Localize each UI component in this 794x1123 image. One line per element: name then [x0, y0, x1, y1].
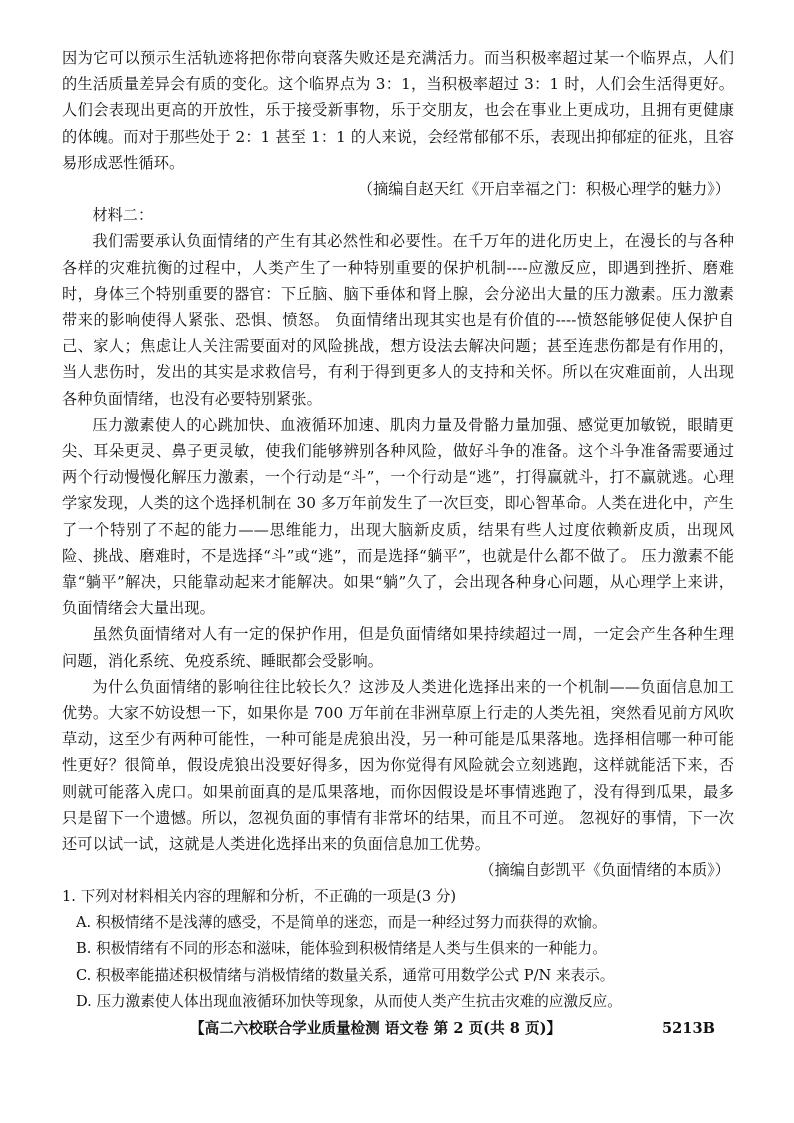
material2-source: （摘编自彭凯平《负面情绪的本质》）	[479, 861, 730, 880]
material1-paragraph: 因为它可以预示生活轨迹将把你带向衰落失败还是充满活力。而当积极率超过某一个临界点，人们的生活质量差异会有质的变化。这个临界点为 3：1，当积极率超过 3：1 时，人们会生活得更好。人们会表现出更高的开放性，乐于接受新事物，乐于交朋友，也会在事业上更成功，且拥有更健康的体魄。而对于那些处于 2：1 甚至 1：1 的人来说，会经常郁郁不乐，表现出抑郁症的征兆，且容易形成恶性循环。	[62, 49, 734, 172]
material2-paragraph-2: 压力激素使人的心跳加快、血液循环加速、肌肉力量及骨骼力量加强、感觉更加敏锐，眼睛更尖、耳朵更灵、鼻子更灵敏，使我们能够辨别各种风险，做好斗争的准备。这个斗争准备需要通过两个行动慢慢化解压力激素，一个行动是“斗”，一个行动是“逃”，打得赢就斗，打不赢就逃。心理学家发现，人类的这个选择机制在 30 多万年前发生了一次巨变，即心智革命。人类在进化中，产生了一个特别了不起的能力——思维能力，出现大脑新皮质，结果有些人过度依赖新皮质，出现风险、挑战、磨难时，不是选择“斗”或“逃”，而是选择“躺平”，也就是什么都不做了。 压力激素不能靠“躺平”解决，只能靠动起来才能解决。如果“躺”久了，会出现各种身心问题，从心理学上来讲，负面情绪会大量出现。	[62, 415, 734, 618]
material2-paragraph-3: 虽然负面情绪对人有一定的保护作用，但是负面情绪如果持续超过一周，一定会产生各种生理问题，消化系统、免疫系统、睡眠都会受影响。	[62, 625, 734, 670]
question-1-option-d: D. 压力激素使人体出现血液循环加快等现象，从而使人类产生抗击灾难的应激反应。	[76, 993, 622, 1011]
material2-paragraph-4: 为什么负面情绪的影响往往比较长久？这涉及人类进化选择出来的一个机制——负面信息加工优势。大家不妨设想一下，如果你是 700 万年前在非洲草原上行走的人类先祖，突然看见前方风吹草动，这至少有两种可能性，一种可能是虎狼出没，另一种可能是瓜果落地。选择相信哪一种可能性更好？很简单，假设虎狼出没要好得多，因为你觉得有风险就会立刻逃跑，这样就能活下来，否则就可能落入虎口。如果前面真的是瓜果落地，而你因假设是坏事情逃跑了，没有得到瓜果，最多只是留下一个遗憾。所以，忽视负面的事情有非常坏的结果，而且不可逆。 忽视好的事情，下一次还可以试一试，这就是人类进化选择出来的负面信息加工优势。	[62, 677, 734, 854]
question-1-option-c: C. 积极率能描述积极情绪与消极情绪的数量关系，通常可用数学公式 P/N 来表示。	[76, 966, 615, 984]
question-1-stem: 1. 下列对材料相关内容的理解和分析，不正确的一项是(3 分)	[62, 887, 457, 905]
material2-heading: 材料二：	[92, 206, 154, 225]
footer-code: 5213B	[662, 1020, 715, 1037]
material2-paragraph-1: 我们需要承认负面情绪的产生有其必然性和必要性。在千万年的进化历史上，在漫长的与各种各样的灾难抗衡的过程中，人类产生了一种特别重要的保护机制----应激反应，即遇到挫折、磨难时，身体三个特别重要的器官：下丘脑、脑下垂体和肾上腺，会分泌出大量的压力激素。压力激素带来的影响使得人紧张、恐惧、愤怒。 负面情绪出现其实也是有价值的----愤怒能够促使人保护自己、家人；焦虑让人关注需要面对的风险挑战，想方设法去解决问题；甚至连悲伤都是有作用的，当人悲伤时，发出的其实是求救信号，有利于得到更多人的支持和关怀。所以在灾难面前，人出现各种负面情绪，也没有必要特别紧张。	[62, 232, 734, 408]
material1-source: （摘编自赵天红《开启幸福之门：积极心理学的魅力》）	[357, 180, 730, 199]
footer-title: 【高二六校联合学业质量检测 语文卷 第 2 页(共 8 页)】	[190, 1020, 562, 1037]
question-1-option-b: B. 积极情绪有不同的形态和滋味，能体验到积极情绪是人类与生俱来的一种能力。	[76, 940, 607, 958]
question-1-option-a: A. 积极情绪不是浅薄的感受，不是简单的迷恋，而是一种经过努力而获得的欢愉。	[76, 913, 607, 931]
page-content	[62, 45, 734, 1016]
